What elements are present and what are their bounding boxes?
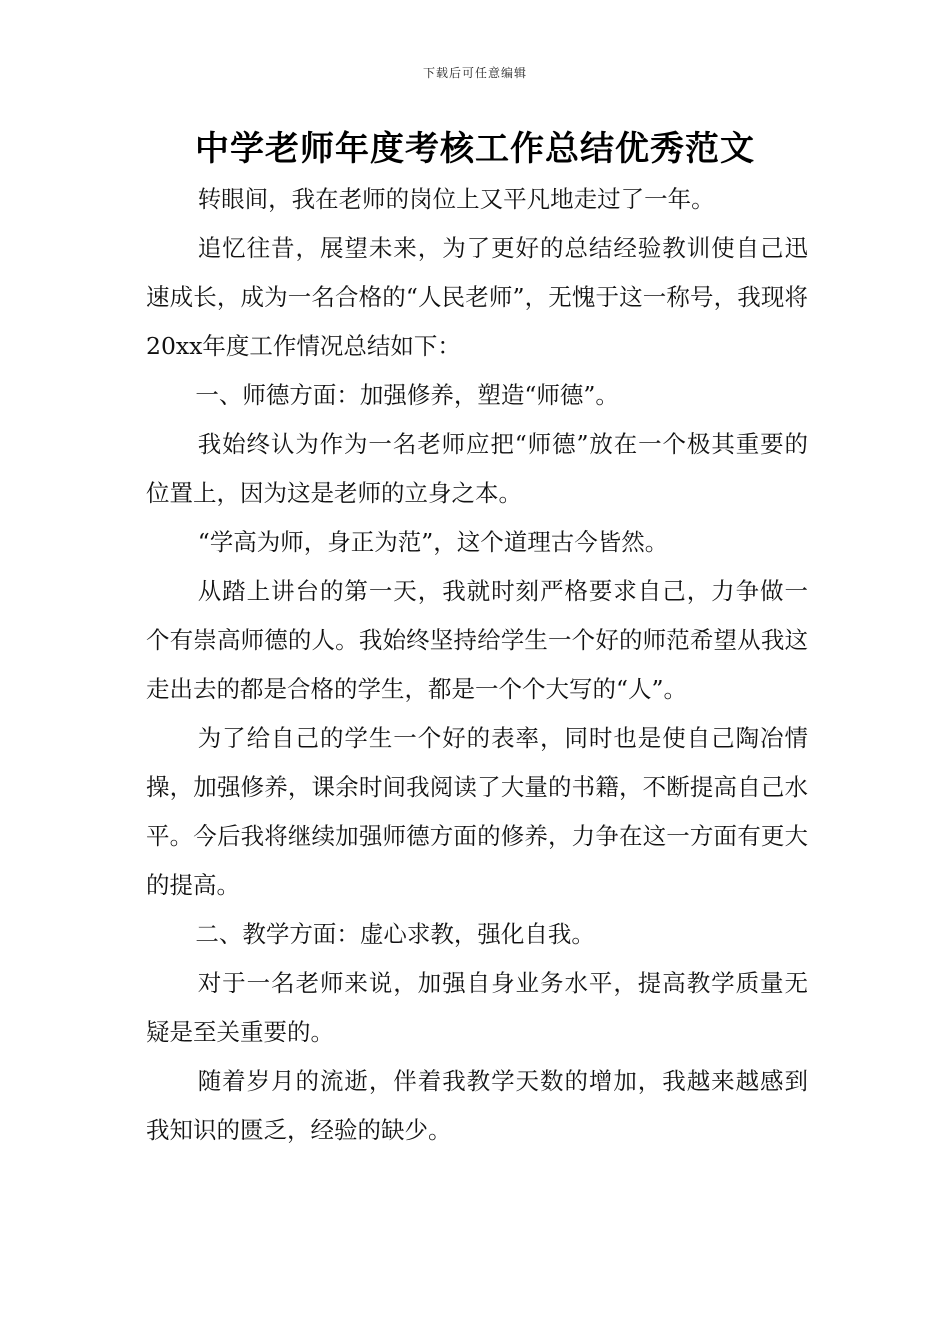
- section-heading-ethics: 一、师德方面：加强修养，塑造“师德”。: [195, 381, 619, 409]
- header-note: 下载后可任意编辑: [422, 66, 527, 80]
- paragraph-overview: 追忆往昔，展望未来，为了更好的总结经验教训使自己迅速成长，成为一名合格的“人民老师”，无愧于这一称号，我现将20xx年度工作情况总结如下：: [146, 234, 808, 360]
- paragraph-ethics-2: 从踏上讲台的第一天，我就时刻严格要求自己，力争做一个有崇高师德的人。我始终坚持给学生一个好的师范希望从我这走出去的都是合格的学生，都是一个个大写的“人”。: [146, 577, 808, 703]
- document-body: [146, 175, 808, 1155]
- paragraph-ethics-3: 为了给自己的学生一个好的表率，同时也是使自己陶冶情操，加强修养，课余时间我阅读了大量的书籍，不断提高自己水平。今后我将继续加强师德方面的修养，力争在这一方面有更大的提高。: [146, 724, 808, 899]
- paragraph-intro: 转眼间，我在老师的岗位上又平凡地走过了一年。: [197, 185, 715, 213]
- paragraph-ethics-1: 我始终认为作为一名老师应把“师德”放在一个极其重要的位置上，因为这是老师的立身之本。: [146, 430, 808, 507]
- paragraph-ethics-quote: “学高为师，身正为范”，这个道理古今皆然。: [197, 528, 669, 556]
- section-heading-teaching: 二、教学方面：虚心求教，强化自我。: [195, 920, 595, 948]
- paragraph-teaching-2: 随着岁月的流逝，伴着我教学天数的增加，我越来越感到我知识的匮乏，经验的缺少。: [146, 1067, 808, 1144]
- paragraph-teaching-1: 对于一名老师来说，加强自身业务水平，提高教学质量无疑是至关重要的。: [146, 969, 808, 1046]
- document-title: 中学老师年度考核工作总结优秀范文: [195, 129, 755, 169]
